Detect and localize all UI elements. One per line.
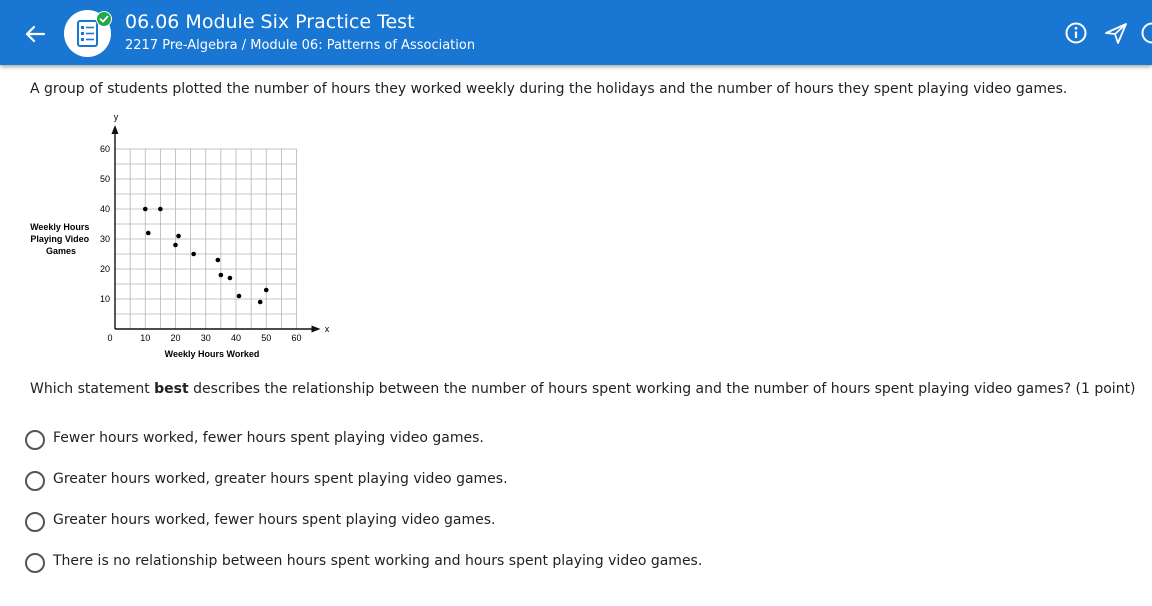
data-point bbox=[237, 294, 242, 299]
y-tick-label: 30 bbox=[99, 234, 110, 244]
arrow-left-icon[interactable] bbox=[20, 19, 50, 49]
data-point bbox=[158, 207, 163, 212]
chart-grid bbox=[115, 149, 297, 329]
answer-option-2[interactable] bbox=[25, 470, 825, 492]
x-tick-label: 10 bbox=[140, 333, 151, 343]
x-tick-label: 20 bbox=[170, 333, 181, 343]
data-point bbox=[191, 252, 196, 257]
answer-option-1[interactable] bbox=[25, 429, 825, 451]
y-tick-label: 20 bbox=[99, 264, 110, 274]
header-bar bbox=[0, 0, 1152, 65]
y-axis-letter: y bbox=[113, 112, 119, 122]
data-point bbox=[264, 288, 269, 293]
y-axis-arrow bbox=[112, 125, 119, 134]
x-axis-title: Weekly Hours Worked bbox=[164, 349, 260, 359]
data-point bbox=[173, 243, 178, 248]
chart-axes bbox=[112, 125, 321, 333]
x-axis-arrow bbox=[312, 326, 321, 333]
y-tick-label: 60 bbox=[99, 144, 110, 154]
prompt-text-start: Which statement bbox=[30, 381, 155, 397]
more-icon[interactable] bbox=[1140, 21, 1152, 45]
x-tick-label: 40 bbox=[230, 333, 242, 343]
data-point bbox=[176, 234, 181, 239]
answer-option-3[interactable] bbox=[25, 511, 825, 533]
data-point bbox=[216, 258, 221, 263]
x-tick-label: 30 bbox=[200, 333, 211, 343]
answer-option-4[interactable] bbox=[25, 552, 825, 574]
answer-option-label: Fewer hours worked, fewer hours spent playing video games. bbox=[53, 430, 484, 446]
page-subtitle: 2217 Pre-Algebra / Module 06: Patterns of Association bbox=[125, 38, 476, 53]
send-icon[interactable] bbox=[1104, 21, 1128, 45]
x-axis-letter: x bbox=[324, 324, 330, 334]
y-axis-title: Weekly Hours Playing Video Games bbox=[30, 222, 90, 256]
scatter-plot bbox=[26, 108, 346, 366]
answer-option-label: Greater hours worked, greater hours spent playing video games. bbox=[53, 471, 508, 487]
data-point bbox=[143, 207, 148, 212]
y-tick-label: 50 bbox=[99, 174, 110, 184]
data-point bbox=[219, 273, 224, 278]
question-intro: A group of students plotted the number of hours they worked weekly during the holidays and the number of hours they spent playing video games. bbox=[30, 81, 1068, 97]
prompt-emphasis: best bbox=[154, 381, 189, 397]
info-icon[interactable] bbox=[1064, 21, 1088, 45]
radio-button[interactable] bbox=[25, 471, 45, 491]
check-badge-icon bbox=[96, 11, 112, 27]
data-point bbox=[258, 300, 263, 305]
prompt-text-end: describes the relationship between the number of hours spent working and the number of hours spent playing video games? (1 point) bbox=[188, 381, 1136, 397]
data-point bbox=[146, 231, 151, 236]
answer-option-label: Greater hours worked, fewer hours spent playing video games. bbox=[53, 512, 496, 528]
answer-option-label: There is no relationship between hours spent working and hours spent playing video games. bbox=[53, 553, 703, 569]
page-title: 06.06 Module Six Practice Test bbox=[125, 11, 415, 33]
radio-button[interactable] bbox=[25, 553, 45, 573]
y-tick-label: 10 bbox=[99, 294, 110, 304]
question-prompt bbox=[30, 381, 1136, 397]
x-tick-label: 50 bbox=[261, 333, 272, 343]
data-point bbox=[228, 276, 233, 281]
y-tick-label: 40 bbox=[99, 204, 110, 214]
origin-label: 0 bbox=[107, 333, 113, 343]
radio-button[interactable] bbox=[25, 430, 45, 450]
radio-button[interactable] bbox=[25, 512, 45, 532]
x-tick-label: 60 bbox=[291, 333, 302, 343]
